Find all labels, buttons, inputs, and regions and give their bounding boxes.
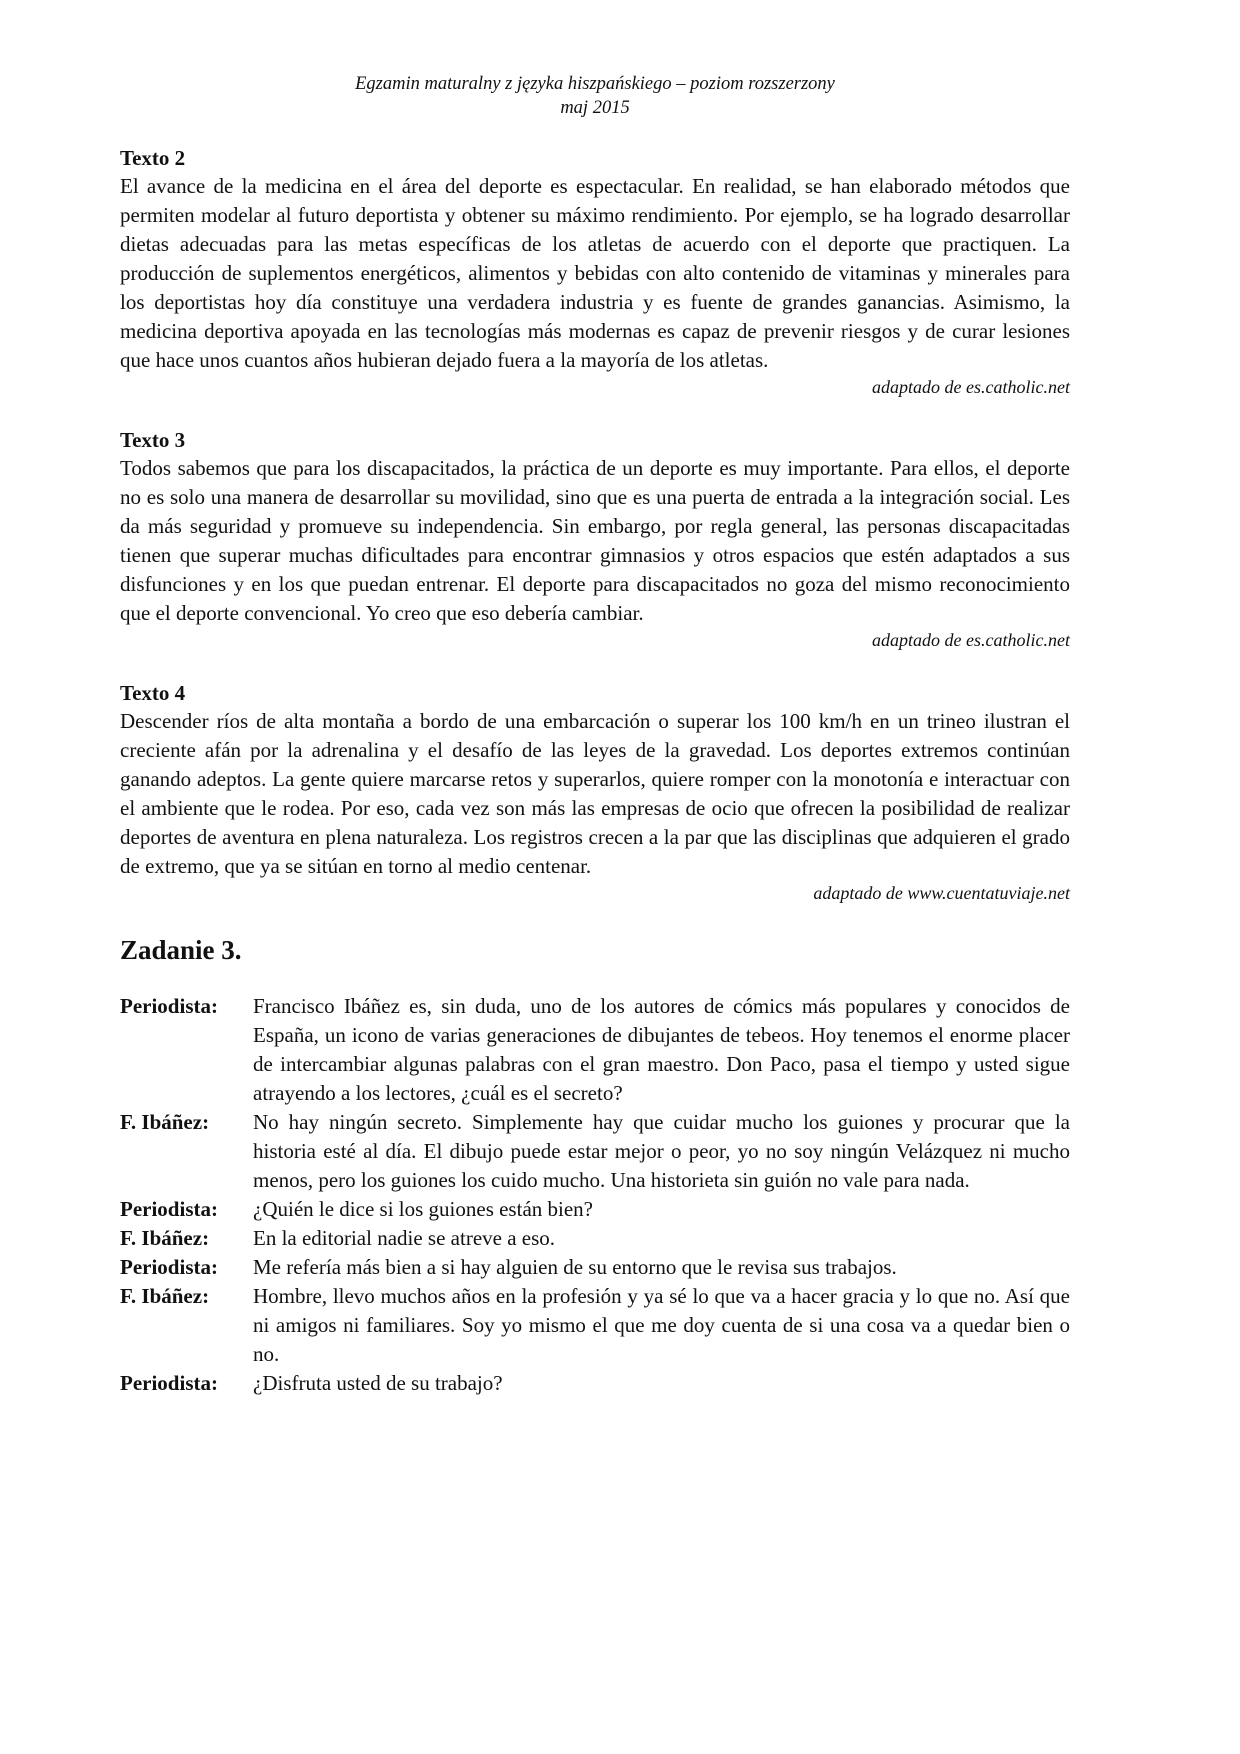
utterance-text: ¿Quién le dice si los guiones están bien? [253,1197,593,1221]
text-source: adaptado de es.catholic.net [872,377,1070,397]
text-body: Todos sabemos que para los discapacitados, la práctica de un deporte es muy importante. Para ellos, el deporte no es solo una manera de desarrollar su movilidad, sino que es una puerta de entrada a la integración social. Les da más seguridad y promueve su independencia. Sin embargo, por regla general, las personas discapacitadas tienen que superar muchas dificultades para encontrar gimnasios y otros espacios que estén adaptados a sus disfunciones y en los que puedan entrenar. El deporte para discapacitados no goza del mismo reconocimiento que el deporte convencional. Yo creo que eso debería cambiar. [120,456,1070,625]
dialogue-row [120,992,1070,1108]
dialogue-row [120,1108,1070,1195]
text-title: Texto 4 [120,681,186,705]
utterance-text: Francisco Ibáñez es, sin duda, uno de los autores de cómics más populares y conocidos de España, un icono de varias generaciones de dibujantes de tebeos. Hoy tenemos el enorme placer de intercambiar algunas palabras con el gran maestro. Don Paco, pasa el tiempo y usted sigue atrayendo a los lectores, ¿cuál es el secreto? [253,994,1070,1105]
utterance-text: No hay ningún secreto. Simplemente hay que cuidar mucho los guiones y procurar que la historia esté al día. El dibujo puede estar mejor o peor, yo no soy ningún Velázquez ni mucho menos, pero los guiones los cuido mucho. Una historieta sin guión no vale para nada. [253,1110,1070,1192]
document-page [120,72,1070,1398]
text-source: adaptado de www.cuentatuviaje.net [813,883,1070,903]
exam-date: maj 2015 [560,98,630,118]
speaker-label: F. Ibáñez: [120,1110,210,1134]
speaker-label: Periodista: [120,994,218,1018]
exam-title: Egzamin maturalny z języka hiszpańskiego – poziom rozszerzony [355,74,835,94]
text-block-3 [120,426,1070,651]
dialogue-row [120,1224,1070,1253]
text-block-2 [120,144,1070,398]
speaker-label: Periodista: [120,1255,218,1279]
speaker-label: F. Ibáñez: [120,1284,210,1308]
dialogue-row [120,1195,1070,1224]
speaker-label: Periodista: [120,1197,218,1221]
text-body: El avance de la medicina en el área del deporte es espectacular. En realidad, se han elaborado métodos que permiten modelar al futuro deportista y obtener su máximo rendimiento. Por ejemplo, se ha logrado desarrollar dietas adecuadas para las metas específicas de los atletas de acuerdo con el deporte que practiquen. La producción de suplementos energéticos, alimentos y bebidas con alto contenido de vitaminas y minerales para los deportistas hoy día constituye una verdadera industria y es fuente de grandes ganancias. Asimismo, la medicina deportiva apoyada en las tecnologías más modernas es capaz de prevenir riesgos y de curar lesiones que hace unos cuantos años hubieran dejado fuera a la mayoría de los atletas. [120,174,1070,372]
interview-dialogue [120,992,1070,1398]
dialogue-row [120,1369,1070,1398]
text-source: adaptado de es.catholic.net [872,630,1070,650]
speaker-label: Periodista: [120,1371,218,1395]
text-body: Descender ríos de alta montaña a bordo de una embarcación o superar los 100 km/h en un trineo ilustran el creciente afán por la adrenalina y el desafío de las leyes de la gravedad. Los deportes extremos continúan ganando adeptos. La gente quiere marcarse retos y superarlos, quiere romper con la monotonía e interactuar con el ambiente que le rodea. Por eso, cada vez son más las empresas de ocio que ofrecen la posibilidad de realizar deportes de aventura en plena naturaleza. Los registros crecen a la par que las disciplinas que adquieren el grado de extremo, que ya se sitúan en torno al medio centenar. [120,709,1070,878]
task-title: Zadanie 3. [120,935,242,965]
text-title: Texto 3 [120,428,186,452]
dialogue-row [120,1253,1070,1282]
dialogue-row [120,1282,1070,1369]
utterance-text: ¿Disfruta usted de su trabajo? [253,1371,503,1395]
utterance-text: Hombre, llevo muchos años en la profesión y ya sé lo que va a hacer gracia y lo que no. Así que ni amigos ni familiares. Soy yo mismo el que me doy cuenta de si una cosa va a quedar bien o no. [253,1284,1070,1366]
page-header [120,72,1070,120]
utterance-text: En la editorial nadie se atreve a eso. [253,1226,556,1250]
speaker-label: F. Ibáñez: [120,1226,210,1250]
utterance-text: Me refería más bien a si hay alguien de su entorno que le revisa sus trabajos. [253,1255,897,1279]
text-title: Texto 2 [120,146,186,170]
text-block-4 [120,679,1070,904]
